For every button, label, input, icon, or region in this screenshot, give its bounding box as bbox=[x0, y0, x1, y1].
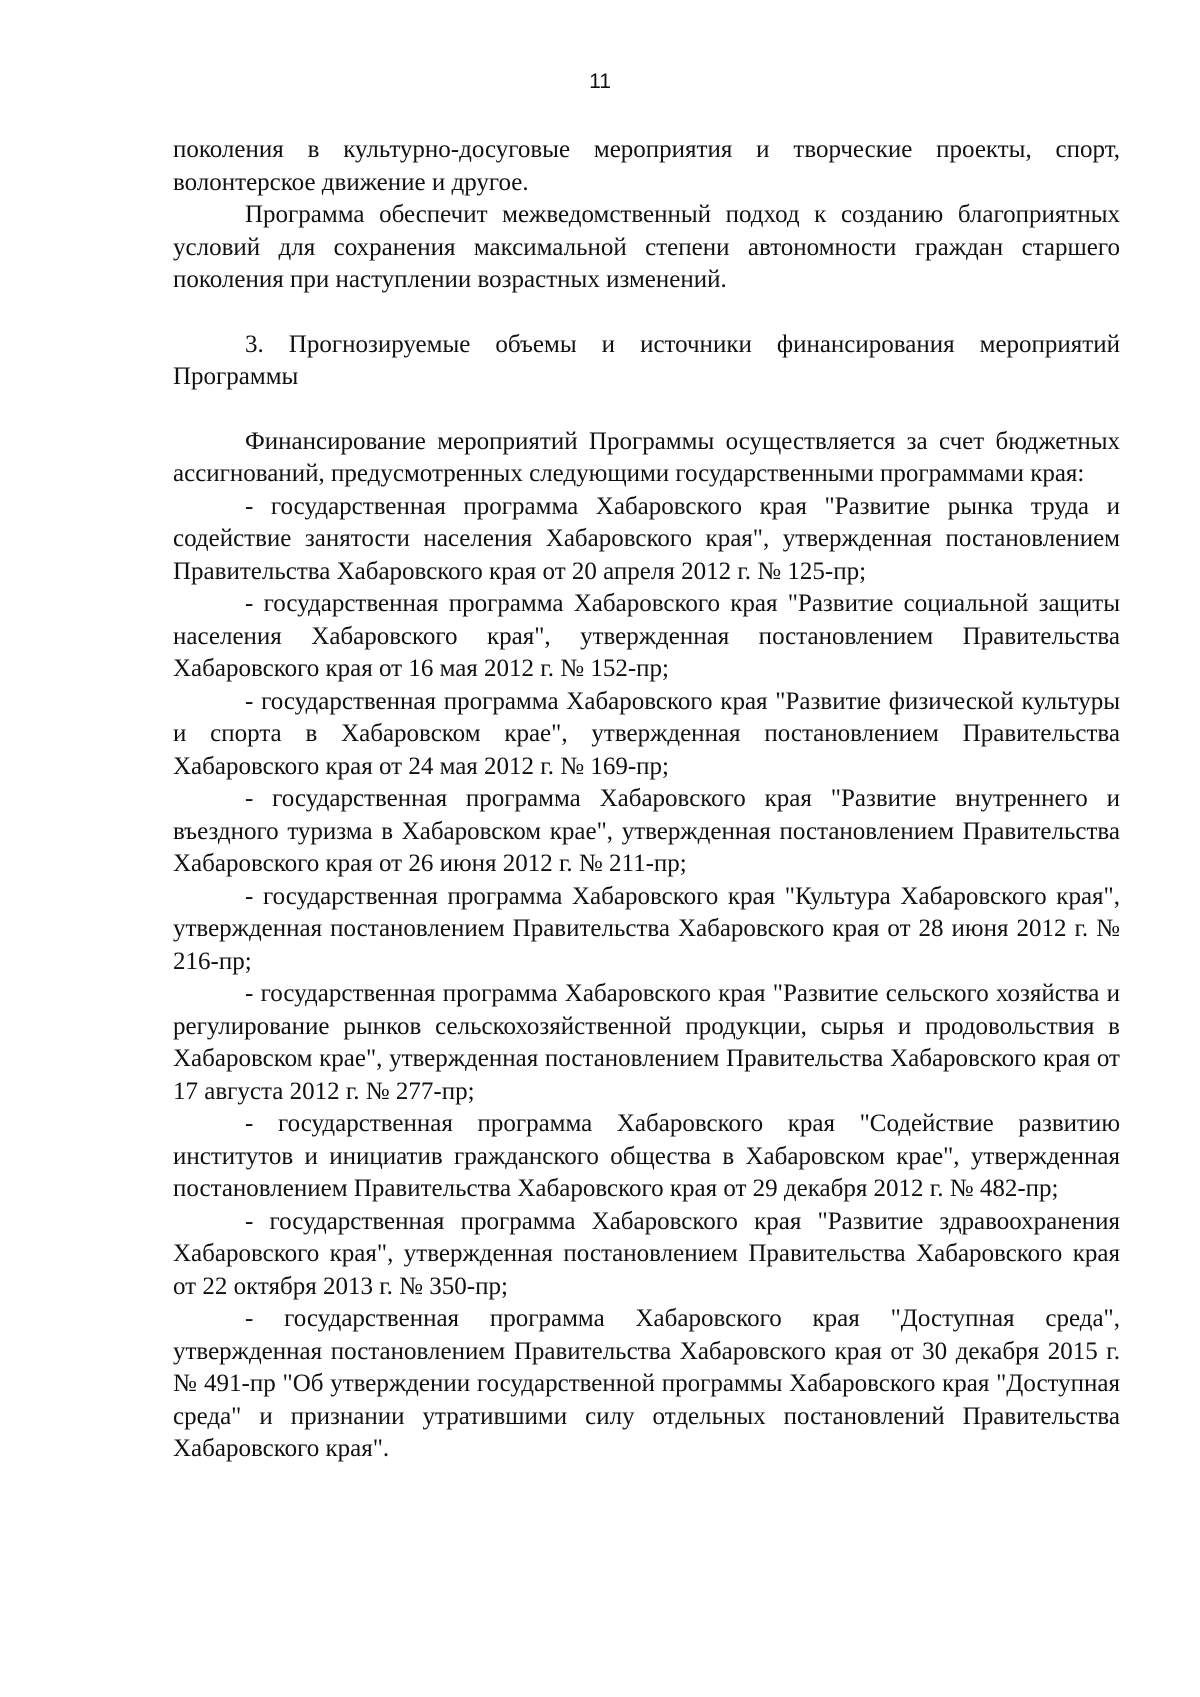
paragraph-continuation: поколения в культурно-досуговые мероприятия и творческие проекты, спорт, волонтерское движение и другое. bbox=[173, 136, 1120, 196]
paragraph-program-approach: Программа обеспечит межведомственный подход к созданию благоприятных условий для сохранения максимальной степени автономности граждан старшего поколения при наступлении возрастных изменений. bbox=[173, 201, 1120, 293]
page-number: 11 bbox=[589, 70, 611, 93]
paragraph-financing: Финансирование мероприятий Программы осуществляется за счет бюджетных ассигнований, предусмотренных следующими государственными программами края: bbox=[173, 427, 1120, 487]
document-body bbox=[173, 134, 1120, 1466]
program-list-item: - государственная программа Хабаровского края "Развитие физической культуры и спорта в Хабаровском крае", утвержденная постановлением Правительства Хабаровского края от 24 мая 2012 г. № 169-пр; bbox=[173, 687, 1120, 780]
program-list-item: - государственная программа Хабаровского края "Развитие сельского хозяйства и регулирование рынков сельскохозяйственной продукции, сырья и продовольствия в Хабаровском крае", утвержденная постановлением Правительства Хабаровского края от 17 августа 2012 г. № 277-пр; bbox=[173, 980, 1120, 1105]
program-list-item: - государственная программа Хабаровского края "Развитие рынка труда и содействие занятости населения Хабаровского края", утвержденная постановлением Правительства Хабаровского края от 20 апреля 2012 г. № 125-пр; bbox=[173, 492, 1120, 585]
program-list-item: - государственная программа Хабаровского края "Культура Хабаровского края", утвержденная постановлением Правительства Хабаровского края от 28 июня 2012 г. № 216-пр; bbox=[173, 882, 1120, 975]
program-list-item: - государственная программа Хабаровского края "Развитие социальной защиты населения Хабаровского края", утвержденная постановлением Правительства Хабаровского края от 16 мая 2012 г. № 152-пр; bbox=[173, 590, 1120, 682]
program-list-item: - государственная программа Хабаровского края "Содействие развитию институтов и инициатив гражданского общества в Хабаровском крае", утвержденная постановлением Правительства Хабаровского края от 29 декабря 2012 г. № 482-пр; bbox=[173, 1110, 1120, 1202]
program-list-item: - государственная программа Хабаровского края "Развитие здравоохранения Хабаровского края", утвержденная постановлением Правительства Хабаровского края от 22 октября 2013 г. № 350-пр; bbox=[173, 1207, 1120, 1300]
section-heading: 3. Прогнозируемые объемы и источники финансирования мероприятий Программы bbox=[173, 330, 1120, 390]
program-list-item: - государственная программа Хабаровского края "Доступная среда", утвержденная постановлением Правительства Хабаровского края от 30 декабря 2015 г. № 491-пр "Об утверждении государственной программы Хабаровского края "Доступная среда" и признании утратившими силу отдельных постановлений Правительства Хабаровского края". bbox=[173, 1305, 1120, 1462]
program-list-item: - государственная программа Хабаровского края "Развитие внутреннего и въездного туризма в Хабаровском крае", утвержденная постановлением Правительства Хабаровского края от 26 июня 2012 г. № 211-пр; bbox=[173, 785, 1120, 877]
